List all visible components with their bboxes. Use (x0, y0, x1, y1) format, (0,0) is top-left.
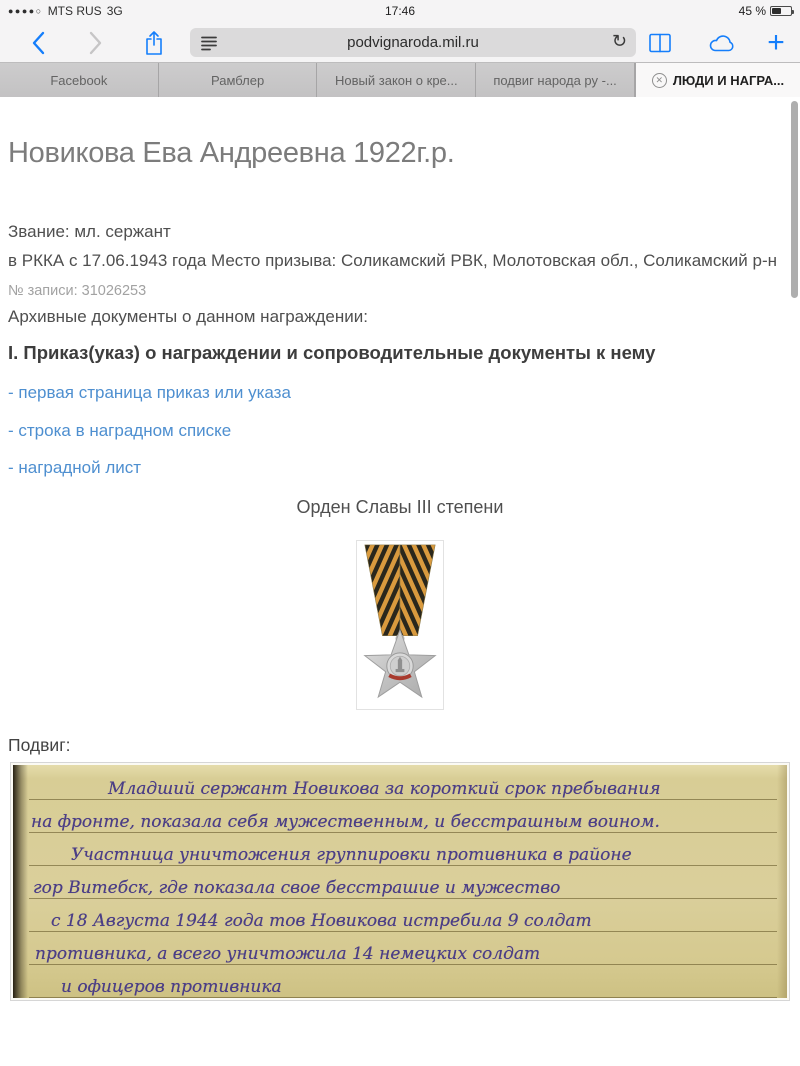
handwriting-text: и офицеров противника (61, 977, 282, 997)
chevron-right-icon (83, 30, 105, 56)
tab-label: Рамблер (211, 72, 265, 88)
page-title: Новикова Ева Андреевна 1922г.р. (8, 137, 455, 169)
carrier-label: MTS RUS (47, 4, 102, 18)
status-bar (0, 0, 800, 22)
ruled-line (29, 931, 777, 932)
handwriting-text: гор Витебск, где показала свое бесстрашие и мужество (33, 878, 561, 898)
tab[interactable] (159, 63, 318, 97)
ruled-line (29, 832, 777, 833)
handwritten-document-image (13, 765, 787, 998)
document-text-line (13, 902, 787, 935)
web-page (0, 97, 800, 1066)
ruled-line (29, 865, 777, 866)
service-line: в РККА с 17.06.1943 года Место призыва: Соликамский РВК, Молотовская обл., Соликамский р-н (8, 251, 778, 270)
document-text-line (13, 935, 787, 968)
tab-label: подвиг народа ру -... (493, 72, 617, 88)
ruled-line (29, 997, 777, 998)
document-scan-frame[interactable] (10, 762, 790, 1001)
handwriting-text: Участница уничтожения группировки противника в районе (71, 845, 632, 865)
url-text: podvignaroda.mil.ru (347, 34, 479, 51)
tab-active[interactable] (635, 63, 800, 97)
document-link[interactable]: - строка в наградном списке (8, 420, 232, 440)
scrollbar-thumb[interactable] (791, 101, 798, 298)
signal-strength-icon: ●●●●○ (8, 6, 43, 16)
document-text-line (13, 836, 787, 869)
rank-line: Звание: мл. сержант (8, 222, 171, 241)
status-right (739, 4, 792, 18)
close-tab-icon[interactable]: ✕ (652, 73, 667, 88)
back-button[interactable] (22, 22, 58, 63)
chevron-left-icon (29, 30, 51, 56)
handwriting-text: с 18 Августа 1944 года тов Новикова истребила 9 солдат (51, 911, 592, 931)
medal-image-frame[interactable] (356, 540, 444, 710)
document-links (8, 383, 792, 478)
bookmarks-button[interactable] (640, 22, 680, 63)
document-link[interactable]: - первая страница приказ или указа (8, 383, 291, 402)
clock: 17:46 (384, 4, 416, 18)
order-of-glory-medal-icon (357, 541, 443, 709)
forward-button[interactable] (76, 22, 112, 63)
tab-bar (0, 63, 800, 97)
document-text-line (13, 770, 787, 803)
ruled-line (29, 898, 777, 899)
icloud-tabs-button[interactable] (700, 22, 744, 63)
tab[interactable] (317, 63, 476, 97)
award-title: Орден Славы III степени (296, 497, 504, 517)
open-book-icon (647, 31, 673, 55)
podvig-label: Подвиг: (8, 735, 71, 755)
battery-percent-label: 45 % (738, 4, 766, 18)
order-section-heading: I. Приказ(указ) о награждении и сопроводительные документы к нему (8, 342, 656, 363)
network-type-label: 3G (106, 4, 123, 18)
battery-icon (770, 6, 792, 16)
document-text-line (13, 968, 787, 998)
ruled-line (29, 799, 777, 800)
document-text-line (13, 869, 787, 902)
reader-icon[interactable] (199, 33, 219, 53)
share-icon (142, 29, 166, 57)
document-link[interactable]: - наградной лист (8, 458, 142, 477)
handwriting-text: противника, а всего уничтожила 14 немецких солдат (35, 944, 541, 964)
address-bar[interactable] (190, 28, 636, 57)
ruled-line (29, 964, 777, 965)
tab-label: Facebook (50, 72, 108, 88)
tab-label: Новый закон о кре... (335, 72, 458, 88)
new-tab-button[interactable]: + (767, 25, 785, 59)
cloud-icon (707, 31, 737, 55)
document-text-line (13, 803, 787, 836)
record-number: № записи: 31026253 (8, 283, 147, 299)
tab[interactable] (0, 63, 159, 97)
refresh-icon[interactable]: ↻ (611, 31, 627, 52)
archive-line: Архивные документы о данном награждении: (8, 307, 368, 326)
handwriting-text: на фронте, показала себя мужественным, и бесстрашным воином. (31, 812, 660, 832)
tab-label: ЛЮДИ И НАГРА... (672, 72, 785, 88)
share-button[interactable] (136, 22, 172, 63)
handwriting-text: Младший сержант Новикова за короткий срок пребывания (108, 779, 661, 799)
browser-toolbar (0, 22, 800, 63)
tab[interactable] (476, 63, 635, 97)
